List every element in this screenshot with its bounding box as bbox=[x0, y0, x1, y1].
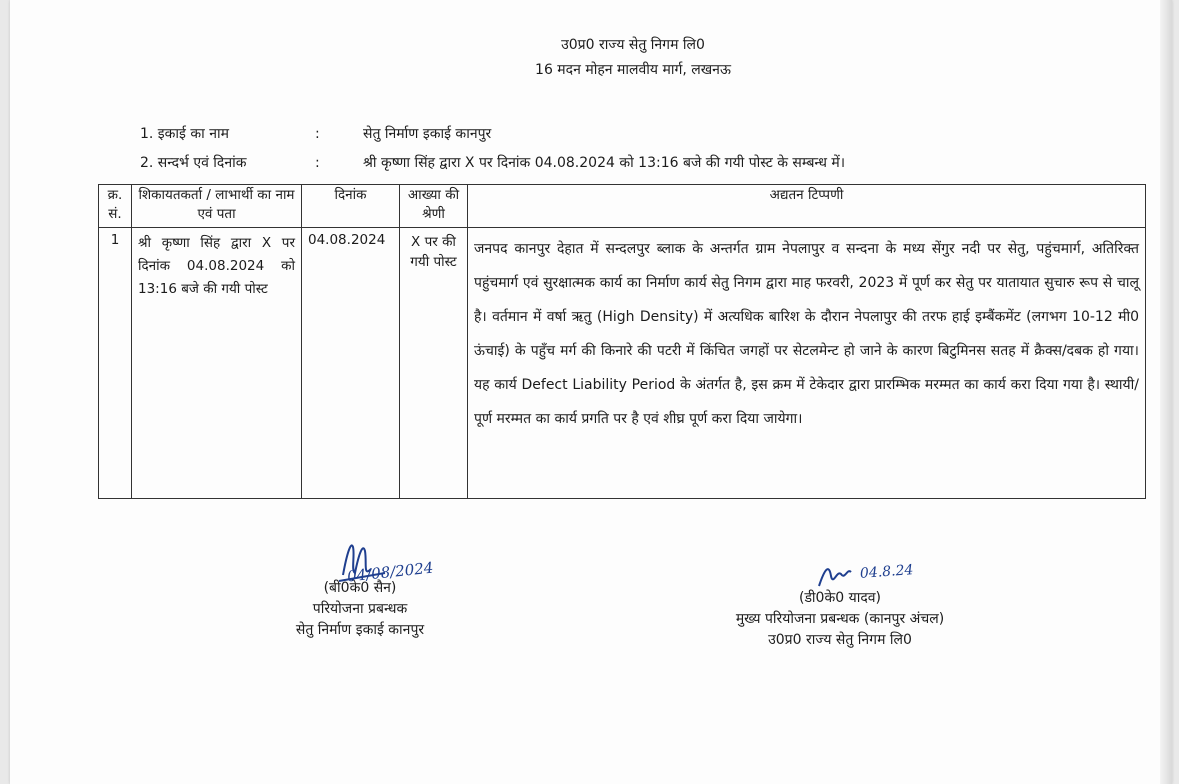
ref-subject bbox=[140, 153, 845, 172]
report-table bbox=[98, 184, 1146, 499]
ref-value: सेतु निर्माण इकाई कानपुर bbox=[363, 126, 492, 142]
header-remark: अद्यतन टिप्पणी bbox=[468, 185, 1146, 228]
handwritten-date-right: 04.8.24 bbox=[859, 562, 914, 582]
cell-sn: 1 bbox=[99, 228, 132, 499]
page-edge bbox=[1160, 0, 1172, 784]
cell-complainant: श्री कृष्णा सिंह द्वारा X पर दिनांक 04.08.2024 को 13:16 बजे की गयी पोस्ट bbox=[132, 228, 302, 499]
ref-colon: : bbox=[315, 155, 320, 171]
cell-date: 04.08.2024 bbox=[302, 228, 400, 499]
signature-block-right bbox=[705, 562, 975, 651]
ref-colon: : bbox=[315, 126, 320, 142]
header-category: आख्या की श्रेणी bbox=[400, 185, 468, 228]
table-row bbox=[99, 228, 1146, 499]
signatory-name-right: (डी0के0 यादव) bbox=[798, 590, 882, 606]
signatory-designation-left: परियोजना प्रबन्धक bbox=[312, 601, 408, 617]
cell-remark: जनपद कानपुर देहात में सन्दलपुर ब्लाक के अन्तर्गत ग्राम नेपलापुर व सन्दना के मध्य सेंगुर नदी पर सेतु, पहुंचमार्ग, अतिरिक्त पहुंचमार्ग एवं सुरक्षात्मक कार्य का निर्माण कार्य सेतु निगम द्वारा माह फरवरी, 2023 में पूर्ण कर सेतु पर यातायात सुचारु रूप से चालू है। वर्तमान में वर्षा ऋतु (High Density) में अत्यधिक बारिश के दौरान नेपलापुर की तरफ हाई इम्बैंकमेंट (लगभग 10-12 मी0 ऊंचाई) के पहुँच मर्ग की किनारे की पटरी में किंचित जगहों पर सेटलमेन्ट हो जाने के कारण बिटुमिनस सतह में क्रैक्स/दबक हो गया। यह कार्य Defect Liability Period के अंतर्गत है, इस क्रम में टेकेदार द्वारा प्रारम्भिक मरम्मत का कार्य करा दिया गया है। स्थायी/पूर्ण मरम्मत का कार्य प्रगति पर है एवं शीघ्र पूर्ण करा दिया जायेगा। bbox=[468, 228, 1146, 499]
signatory-name-left: (बी0के0 सैन) bbox=[323, 580, 397, 596]
org-address: 16 मदन मोहन मालवीय मार्ग, लखनऊ bbox=[535, 62, 731, 78]
header-date: दिनांक bbox=[302, 185, 400, 228]
handwritten-date-left: 04/08/2024 bbox=[346, 558, 435, 586]
ref-label: 2. सन्दर्भ एवं दिनांक bbox=[140, 155, 247, 171]
header-complainant: शिकायतकर्ता / लाभार्थी का नाम एवं पता bbox=[132, 185, 302, 228]
document-page bbox=[10, 0, 1172, 784]
cell-category: X पर की गयी पोस्ट bbox=[400, 228, 468, 499]
ref-value: श्री कृष्णा सिंह द्वारा X पर दिनांक 04.08.2024 को 13:16 बजे की गयी पोस्ट के सम्बन्ध में। bbox=[363, 155, 846, 171]
signatory-designation-right: मुख्य परियोजना प्रबन्धक (कानपुर अंचल) bbox=[735, 611, 945, 627]
signatory-org-right: उ0प्र0 राज्य सेतु निगम लि0 bbox=[768, 632, 912, 648]
ref-label: 1. इकाई का नाम bbox=[140, 126, 229, 142]
header-sn: क्र. सं. bbox=[99, 185, 132, 228]
signatory-unit-left: सेतु निर्माण इकाई कानपुर bbox=[295, 622, 425, 638]
signature-block-left bbox=[265, 558, 455, 641]
table-header-row bbox=[99, 185, 1146, 228]
org-title: उ0प्र0 राज्य सेतु निगम लि0 bbox=[561, 37, 705, 53]
ref-unit-name bbox=[140, 124, 491, 143]
